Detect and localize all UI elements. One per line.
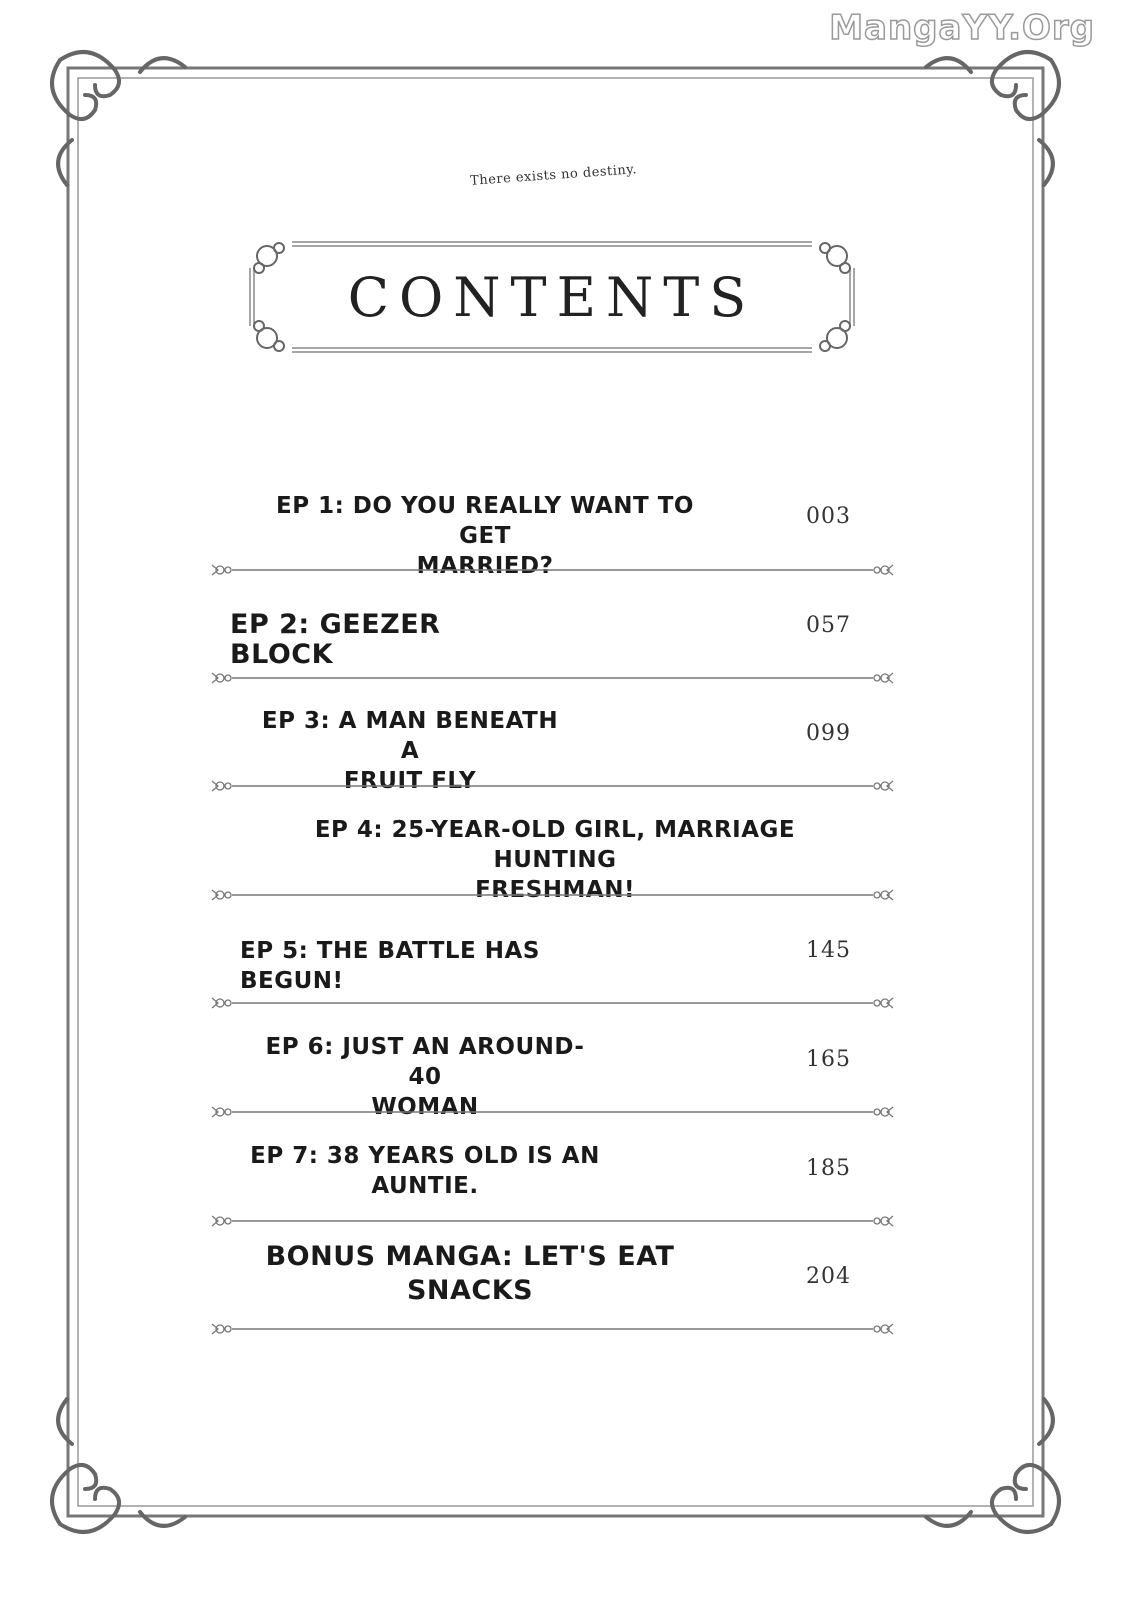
entry-page-number: 099 <box>806 721 851 746</box>
contents-heading: CONTENTS <box>347 265 757 329</box>
toc-entry-ep5 <box>210 924 895 1019</box>
entry-title: BONUS MANGA: LET'S EAT SNACKS <box>265 1241 675 1306</box>
entry-title: EP 7: 38 YEARS OLD IS AN AUNTIE. <box>250 1143 600 1199</box>
toc-entry-ep2 <box>210 600 895 695</box>
entry-page-number: 185 <box>806 1156 851 1181</box>
toc-entry-bonus <box>210 1238 895 1348</box>
ornamental-divider <box>210 1213 895 1229</box>
toc-entry-ep1 <box>210 488 895 583</box>
corner-flourish-bottom-right <box>926 1399 1059 1532</box>
entry-title: EP 2: GEEZER BLOCK <box>230 609 441 670</box>
ornamental-divider <box>210 562 895 578</box>
corner-flourish-top-right <box>926 52 1059 185</box>
ornamental-divider <box>210 1321 895 1337</box>
entry-title: EP 4: 25-YEAR-OLD GIRL, MARRIAGE HUNTING FRESHMAN! <box>314 817 796 903</box>
toc-entry-ep7 <box>210 1139 895 1234</box>
contents-title-box <box>247 238 857 356</box>
entry-page-number: 145 <box>806 938 851 963</box>
entry-page-number: 003 <box>806 504 851 529</box>
entry-title: EP 1: DO YOU REALLY WANT TO GET MARRIED? <box>276 493 694 579</box>
entry-title: EP 3: A MAN BENEATH A FRUIT FLY <box>261 708 559 794</box>
toc-entry-ep3 <box>210 704 895 799</box>
watermark-logo: MangaYY.Org <box>829 8 1095 48</box>
ornamental-divider <box>210 670 895 686</box>
ornamental-divider <box>210 1104 895 1120</box>
ornamental-divider <box>210 995 895 1011</box>
corner-flourish-bottom-left <box>52 1399 185 1532</box>
toc-entry-ep6 <box>210 1030 895 1125</box>
entry-title: EP 6: JUST AN AROUND-40 WOMAN <box>265 1034 585 1120</box>
tagline: There exists no destiny. <box>469 162 638 189</box>
ornamental-divider <box>210 887 895 903</box>
toc-entry-ep4 <box>210 813 895 908</box>
ornamental-divider <box>210 778 895 794</box>
entry-page-number: 204 <box>806 1264 851 1289</box>
entry-title: EP 5: THE BATTLE HAS BEGUN! <box>240 938 540 994</box>
entry-page-number: 165 <box>806 1047 851 1072</box>
entry-page-number: 057 <box>806 613 851 638</box>
corner-flourish-top-left <box>52 52 185 185</box>
